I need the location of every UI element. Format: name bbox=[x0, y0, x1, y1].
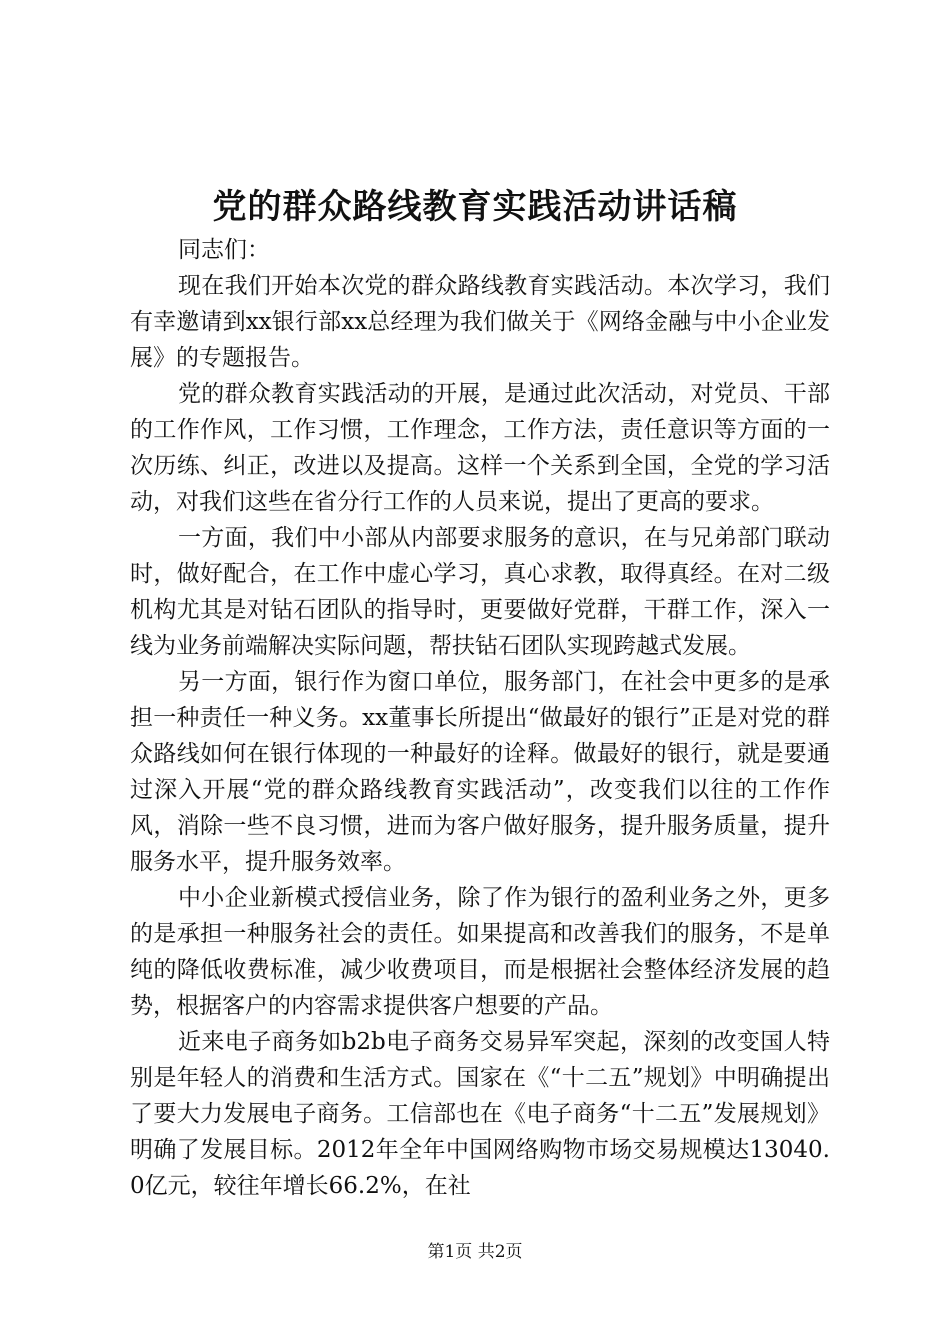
page-number-footer: 第1页 共2页 bbox=[427, 1242, 523, 1262]
greeting: 同志们： bbox=[178, 237, 270, 263]
paragraph-5: 中小企业新模式授信业务，除了作为银行的盈利业务之外，更多的是承担一种服务社会的责任。如果提高和改善我们的服务，不是单纯的降低收费标准，减少收费项目，而是根据社会整体经济发展的趋势，根据客户的内容需求提供客户想要的产品。 bbox=[130, 885, 830, 1019]
document-title: 党的群众路线教育实践活动讲话稿 bbox=[212, 187, 738, 227]
paragraph-2: 党的群众教育实践活动的开展，是通过此次活动，对党员、干部的工作作风，工作习惯，工作理念，工作方法，责任意识等方面的一次历练、纠正，改进以及提高。这样一个关系到全国，全党的学习活动，对我们这些在省分行工作的人员来说，提出了更高的要求。 bbox=[130, 381, 830, 515]
paragraph-3: 一方面，我们中小部从内部要求服务的意识，在与兄弟部门联动时，做好配合，在工作中虚心学习，真心求教，取得真经。在对二级机构尤其是对钻石团队的指导时，更要做好党群，干群工作，深入一线为业务前端解决实际问题，帮扶钻石团队实现跨越式发展。 bbox=[130, 525, 830, 659]
document-body bbox=[130, 232, 830, 1204]
paragraph-1: 现在我们开始本次党的群众路线教育实践活动。本次学习，我们有幸邀请到xx银行部xx总经理为我们做关于《网络金融与中小企业发展》的专题报告。 bbox=[130, 273, 830, 371]
paragraph-6: 近来电子商务如b2b电子商务交易异军突起，深刻的改变国人特别是年轻人的消费和生活方式。国家在《“十二五”规划》中明确提出了要大力发展电子商务。工信部也在《电子商务“十二五”发展规划》明确了发展目标。2012年全年中国网络购物市场交易规模达13040.0亿元，较往年增长66.2%，在社 bbox=[130, 1029, 830, 1199]
paragraph-4: 另一方面，银行作为窗口单位，服务部门，在社会中更多的是承担一种责任一种义务。xx董事长所提出“做最好的银行”正是对党的群众路线如何在银行体现的一种最好的诠释。做最好的银行，就是要通过深入开展“党的群众路线教育实践活动”，改变我们以往的工作作风，消除一些不良习惯，进而为客户做好服务，提升服务质量，提升服务水平，提升服务效率。 bbox=[130, 669, 830, 875]
